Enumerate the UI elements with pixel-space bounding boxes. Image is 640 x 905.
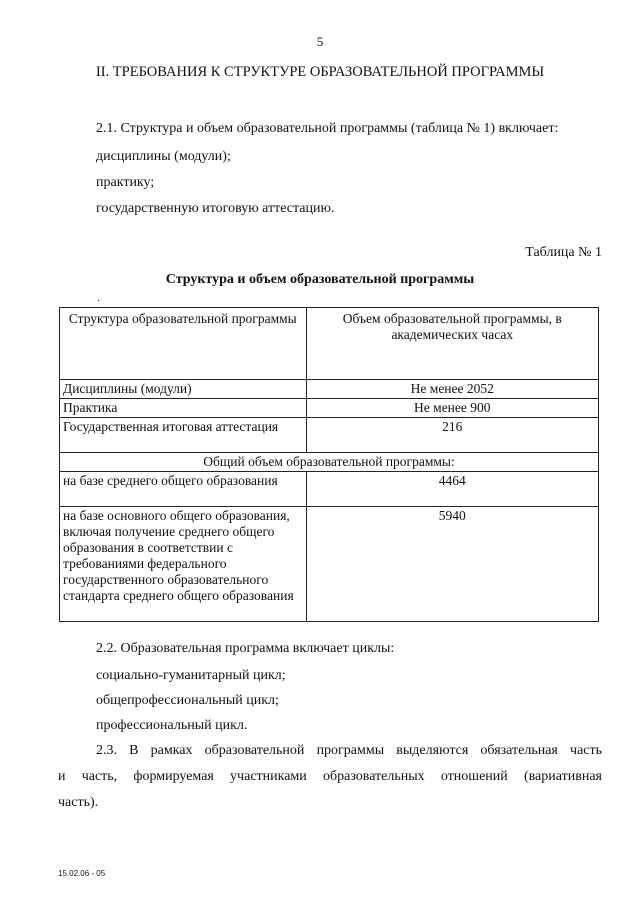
table-cell-value: Не менее 2052 [306, 380, 598, 399]
table-caption: Структура и объем образовательной программы [165, 272, 475, 287]
page-number: 5 [316, 34, 324, 49]
table-total-row [60, 453, 599, 472]
list-item: государственную итоговую аттестацию. [96, 201, 335, 216]
list-item: практику; [96, 175, 155, 190]
section-heading: II. ТРЕБОВАНИЯ К СТРУКТУРЕ ОБРАЗОВАТЕЛЬНОЙ ПРОГРАММЫ [95, 64, 545, 80]
structure-table [59, 307, 599, 622]
paragraph-2-1-intro: 2.1. Структура и объем образовательной программы (таблица № 1) включает: [96, 121, 559, 136]
table-header-row [60, 308, 599, 380]
table-cell-name: на базе среднего общего образования [60, 472, 307, 507]
table-header-cell: Объем образовательной программы, в академических часах [306, 308, 598, 380]
paragraph-2-3-line3: часть). [58, 795, 99, 810]
table-row [60, 507, 599, 622]
table-cell-value: 4464 [306, 472, 598, 507]
list-item: дисциплины (модули); [96, 149, 231, 164]
table-cell-value: Не менее 900 [306, 399, 598, 418]
paragraph-2-2-intro: 2.2. Образовательная программа включает циклы: [96, 641, 395, 656]
paragraph-2-3-line2: и часть, формируемая участниками образовательных отношений (вариативная [58, 769, 602, 784]
list-item: социально-гуманитарный цикл; [96, 668, 286, 683]
table-label: Таблица № 1 [525, 245, 602, 260]
list-item: профессиональный цикл. [96, 718, 248, 733]
stray-mark: · [97, 296, 101, 307]
footer-code: 15.02.06 - 05 [58, 869, 106, 878]
table-cell-value: 216 [306, 418, 598, 453]
table-cell-name: Дисциплины (модули) [60, 380, 307, 399]
table-cell-name: Государственная итоговая аттестация [60, 418, 307, 453]
table-row [60, 418, 599, 453]
table-header-cell: Структура образовательной программы [60, 308, 307, 380]
list-item: общепрофессиональный цикл; [96, 693, 279, 708]
table-row [60, 399, 599, 418]
table-cell-value: 5940 [306, 507, 598, 622]
table-total-label: Общий объем образовательной программы: [60, 453, 599, 472]
table-cell-name: на базе основного общего образования, включая получение среднего общего образования в соответствии с требованиями федерального государственного образовательного стандарта среднего общего образования [60, 507, 307, 622]
table-row [60, 380, 599, 399]
table-cell-name: Практика [60, 399, 307, 418]
table-row [60, 472, 599, 507]
paragraph-2-3-line1: 2.3. В рамках образовательной программы выделяются обязательная часть [96, 743, 602, 758]
